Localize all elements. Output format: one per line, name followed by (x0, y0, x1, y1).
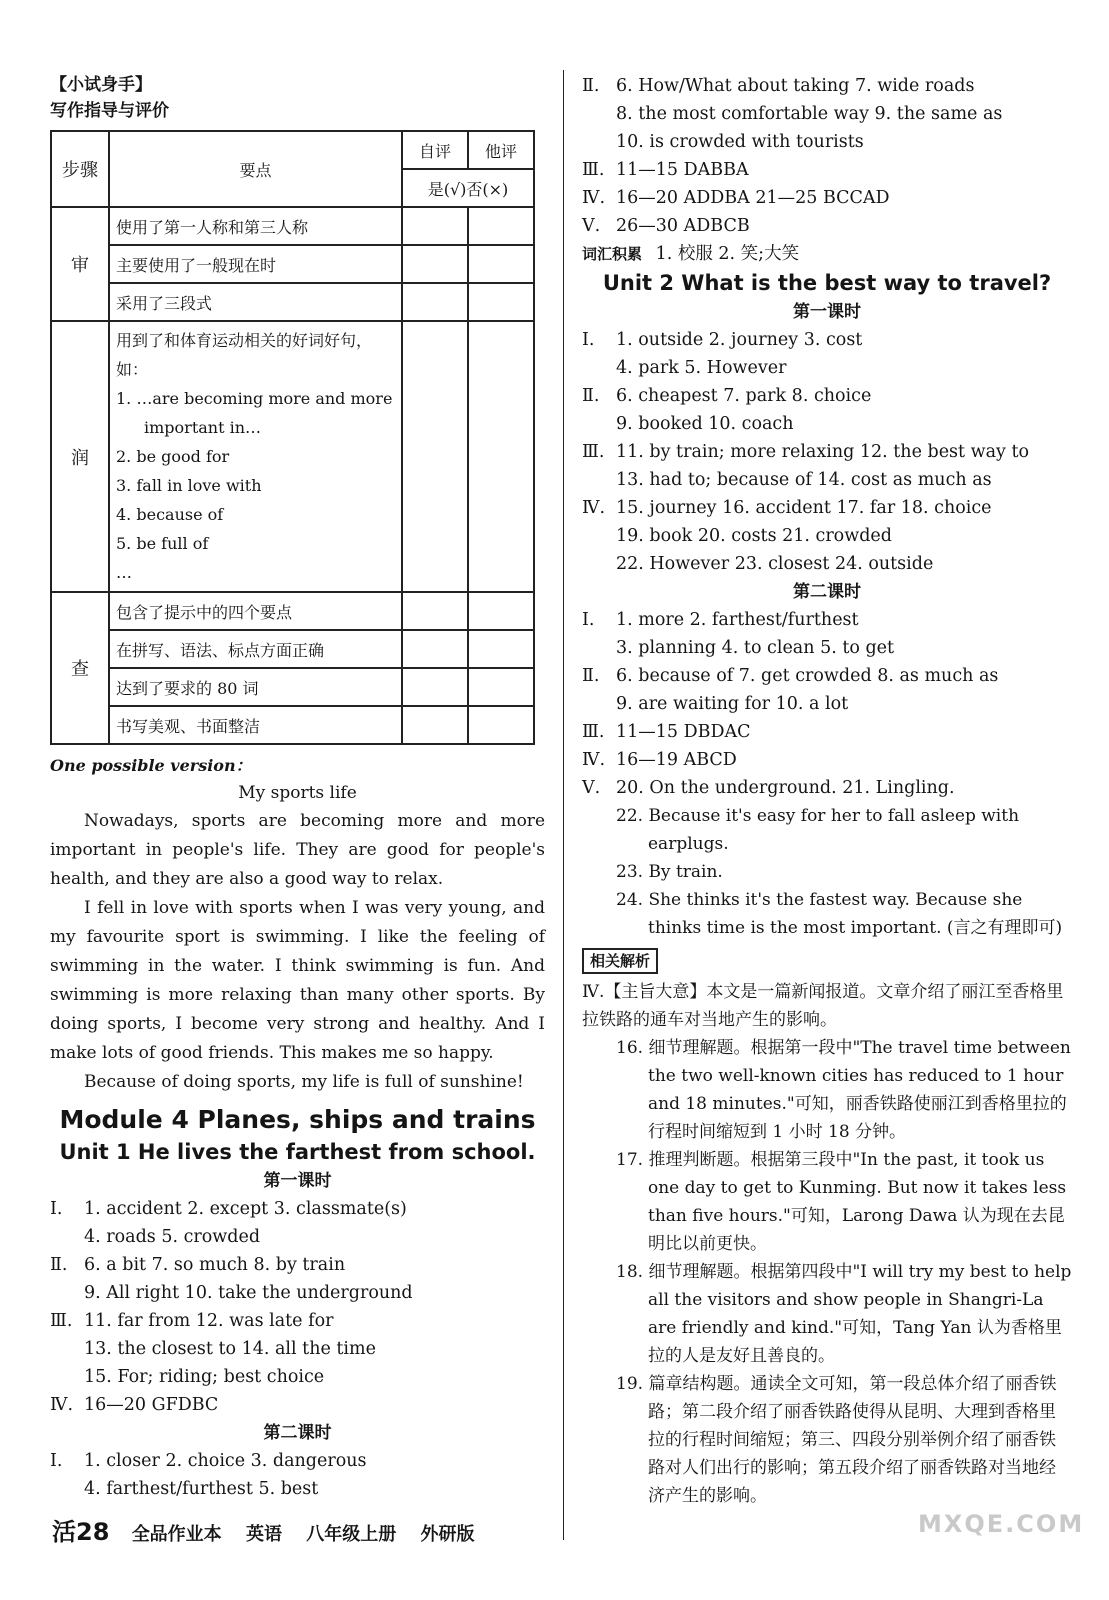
answer-line (582, 466, 1072, 494)
self-eval-cell[interactable] (402, 630, 468, 668)
step-run: 润 (51, 321, 109, 592)
answer-text: 11—15 DABBA (616, 160, 749, 180)
answer-item: 22. Because it's easy for her to fall asleep with earplugs. (616, 806, 1020, 854)
self-eval-cell[interactable] (402, 321, 468, 592)
answer-text: 4. roads 5. crowded (84, 1227, 261, 1247)
yes-no-header: 是(√)否(×) (402, 169, 534, 207)
answer-text: 6. cheapest 7. park 8. choice (616, 386, 872, 406)
answer-line (582, 522, 1072, 550)
vocab-label: 词汇积累 (582, 245, 643, 263)
answer-text: 9. All right 10. take the underground (84, 1283, 413, 1303)
answer-item: 24. She thinks it's the fastest way. Because she thinks time is the most important. (言之有理即可) (616, 890, 1063, 938)
answer-text: 6. because of 7. get crowded 8. as much as (616, 666, 999, 686)
answer-text: 9. are waiting for 10. a lot (616, 694, 849, 714)
answer-line (50, 1363, 545, 1391)
phrase-item: 2. be good for (116, 447, 230, 466)
other-eval-cell[interactable] (468, 668, 534, 706)
watermark-logo: MXQE.COM (918, 1510, 1085, 1538)
answer-line (582, 326, 1072, 354)
answer-text: 16—20 GFDBC (84, 1395, 219, 1415)
answer-line (50, 1447, 545, 1475)
other-eval-cell[interactable] (468, 321, 534, 592)
answer-line (50, 1475, 545, 1503)
other-eval-cell[interactable] (468, 245, 534, 283)
answer-line (582, 634, 1072, 662)
section-numeral: Ⅱ. (50, 1255, 68, 1275)
answer-text: 1. accident 2. except 3. classmate(s) (84, 1199, 407, 1219)
table-cell: 达到了要求的 80 词 (109, 668, 402, 706)
answer-text: 13. the closest to 14. all the time (84, 1339, 376, 1359)
phrase-item: 5. be full of (116, 534, 209, 553)
answer-line (582, 718, 1072, 746)
answer-line (582, 550, 1072, 578)
column-divider (563, 70, 564, 1540)
section-numeral: Ⅰ. (50, 1199, 63, 1219)
section-numeral: Ⅱ. (582, 666, 600, 686)
other-eval-cell[interactable] (468, 283, 534, 321)
analysis-item: 16. 细节理解题。根据第一段中"The travel time between the two well-known cities has reduced to 1 hour and 18 minutes."可知，丽香铁路使丽江到香格里拉的行程时间缩短到 1 小时 18 分钟。 (616, 1038, 1071, 1142)
answer-line (582, 382, 1072, 410)
book-name: 全品作业本 (131, 1524, 222, 1545)
phrase-item: 4. because of (116, 505, 224, 524)
phrase-item: 1. …are becoming more and more (116, 389, 393, 408)
essay-paragraph: Because of doing sports, my life is full of sunshine! (84, 1072, 524, 1092)
page-number: 活28 (52, 1518, 110, 1546)
other-eval-cell[interactable] (468, 592, 534, 630)
section-numeral: Ⅴ. (582, 778, 601, 798)
answer-line (50, 1223, 545, 1251)
answer-line (582, 774, 1072, 802)
section-numeral: Ⅲ. (582, 442, 605, 462)
section-numeral: Ⅳ. (582, 188, 606, 208)
answer-text: 10. is crowded with tourists (616, 132, 864, 152)
section-numeral: Ⅳ. (50, 1395, 74, 1415)
col-other-header: 他评 (468, 131, 534, 169)
answer-text: 11—15 DBDAC (616, 722, 751, 742)
essay-paragraph: Nowadays, sports are becoming more and more important in people's life. They are good for people's health, and they are also a good way to relax. (50, 811, 545, 889)
lesson-heading: 第二课时 (793, 582, 861, 602)
table-cell: 包含了提示中的四个要点 (109, 592, 402, 630)
lesson-heading: 第一课时 (793, 302, 861, 322)
section-numeral: Ⅱ. (582, 386, 600, 406)
self-eval-cell[interactable] (402, 592, 468, 630)
answer-line (50, 1251, 545, 1279)
answer-text: 13. had to; because of 14. cost as much as (616, 470, 992, 490)
answer-text: 8. the most comfortable way 9. the same as (616, 104, 1003, 124)
phrase-item: important in… (144, 418, 262, 437)
essay-paragraph: I fell in love with sports when I was very young, and my favourite sport is swimming. I like the feeling of swimming in the water. I think swimming is fun. And swimming is more relaxing than many other sports. By doing sports, I become very strong and healthy. And I make lots of good friends. This makes me so happy. (50, 898, 545, 1063)
answer-line (50, 1335, 545, 1363)
section-numeral: Ⅲ. (50, 1311, 73, 1331)
answer-text: 26—30 ADBCB (616, 216, 750, 236)
analysis-item: 17. 推理判断题。根据第三段中"In the past, it took us one day to get to Kunming. But now it takes less than five hours."可知，Larong Dawa 认为现在去昆明比以前更快。 (616, 1150, 1067, 1254)
grade: 八年级上册 (306, 1524, 397, 1545)
step-shen: 审 (51, 207, 109, 321)
answer-line (582, 212, 1072, 240)
answer-text: 9. booked 10. coach (616, 414, 794, 434)
table-cell: 使用了第一人称和第三人称 (109, 207, 402, 245)
col-step-header: 步骤 (51, 131, 109, 207)
step-cha: 查 (51, 592, 109, 744)
section-numeral: Ⅴ. (582, 216, 601, 236)
section-heading: 【小试身手】 (50, 75, 152, 95)
right-column (582, 72, 1072, 1510)
section-numeral: Ⅱ. (582, 76, 600, 96)
other-eval-cell[interactable] (468, 706, 534, 744)
analysis-item: 19. 篇章结构题。通读全文可知，第一段总体介绍了丽香铁路；第二段介绍了丽香铁路使得从昆明、大理到香格里拉的行程时间缩短；第三、四段分别举例介绍了丽香铁路对人们出行的影响；第五段介绍了丽香铁路对当地经济产生的影响。 (616, 1374, 1057, 1506)
guide-heading: 写作指导与评价 (50, 101, 169, 121)
answer-list (50, 1447, 545, 1503)
answer-text: 11. far from 12. was late for (84, 1311, 334, 1331)
answer-text: 1. more 2. farthest/furthest (616, 610, 859, 630)
answer-line (582, 72, 1072, 100)
self-eval-cell[interactable] (402, 668, 468, 706)
lesson-heading: 第一课时 (263, 1171, 332, 1191)
answer-text: 6. a bit 7. so much 8. by train (84, 1255, 346, 1275)
answer-line (582, 662, 1072, 690)
essay-label: One possible version： (50, 756, 252, 775)
essay-title: My sports life (238, 783, 357, 803)
analysis-item: 18. 细节理解题。根据第四段中"I will try my best to help all the visitors and show people in Shangri-La are friendly and kind."可知，Tang Yan 认为香格里拉的人是友好且善良的。 (616, 1262, 1072, 1366)
answer-list (582, 606, 1072, 802)
table-cell (109, 321, 402, 592)
module-title: Module 4 Planes, ships and trains (59, 1105, 536, 1134)
section-numeral: Ⅲ. (582, 160, 605, 180)
answer-text: 1. outside 2. journey 3. cost (616, 330, 863, 350)
vocab-line (582, 240, 1072, 268)
answer-text: 22. However 23. closest 24. outside (616, 554, 934, 574)
answer-text: 16—19 ABCD (616, 750, 737, 770)
section-numeral: Ⅳ. (582, 498, 606, 518)
section-numeral: Ⅰ. (50, 1451, 63, 1471)
lesson-heading: 第二课时 (263, 1423, 332, 1443)
answer-text: 11. by train; more relaxing 12. the best way to (616, 442, 1030, 462)
answer-item: 23. By train. (616, 862, 723, 882)
answer-line (582, 184, 1072, 212)
answer-line (50, 1279, 545, 1307)
self-eval-cell[interactable] (402, 207, 468, 245)
answer-text: 6. How/What about taking 7. wide roads (616, 76, 975, 96)
answer-text: 16—20 ADDBA 21—25 BCCAD (616, 188, 890, 208)
other-eval-cell[interactable] (468, 630, 534, 668)
answer-line (582, 156, 1072, 184)
answer-text: 19. book 20. costs 21. crowded (616, 526, 892, 546)
phrase-item: … (116, 563, 132, 582)
answer-line (50, 1195, 545, 1223)
table-cell: 采用了三段式 (109, 283, 402, 321)
essay-body (50, 807, 545, 1097)
unit1-title: Unit 1 He lives the farthest from school. (59, 1140, 536, 1164)
left-column (50, 72, 545, 1503)
answer-line (582, 606, 1072, 634)
col-self-header: 自评 (402, 131, 468, 169)
self-eval-cell[interactable] (402, 283, 468, 321)
answer-line (582, 690, 1072, 718)
answer-list (582, 72, 1072, 240)
answer-line (50, 1391, 545, 1419)
answer-line (582, 438, 1072, 466)
section-numeral: Ⅰ. (582, 330, 595, 350)
col-points-header: 要点 (109, 131, 402, 207)
self-eval-cell[interactable] (402, 245, 468, 283)
answer-line (582, 354, 1072, 382)
subject: 英语 (245, 1524, 282, 1545)
run-intro: 用到了和体育运动相关的好词好句，如： (116, 331, 373, 379)
answer-text: 4. farthest/furthest 5. best (84, 1479, 319, 1499)
vocab-text: 1. 校服 2. 笑;大笑 (655, 244, 800, 264)
section-numeral: Ⅰ. (582, 610, 595, 630)
answer-text: 1. closer 2. choice 3. dangerous (84, 1451, 367, 1471)
answer-line (582, 494, 1072, 522)
unit2-title: Unit 2 What is the best way to travel? (602, 271, 1052, 295)
analysis-tag: 相关解析 (582, 948, 658, 974)
phrase-item: 3. fall in love with (116, 476, 262, 495)
answer-line (582, 746, 1072, 774)
answer-text: 15. journey 16. accident 17. far 18. choice (616, 498, 992, 518)
table-cell: 在拼写、语法、标点方面正确 (109, 630, 402, 668)
answer-line (582, 410, 1072, 438)
section-numeral: Ⅲ. (582, 722, 605, 742)
other-eval-cell[interactable] (468, 207, 534, 245)
page-footer (52, 1512, 493, 1547)
table-cell: 主要使用了一般现在时 (109, 245, 402, 283)
answer-line (50, 1307, 545, 1335)
section-numeral: Ⅳ. (582, 750, 606, 770)
answer-list (582, 326, 1072, 578)
answer-text: 20. On the underground. 21. Lingling. (616, 778, 955, 798)
self-eval-cell[interactable] (402, 706, 468, 744)
answer-line (582, 100, 1072, 128)
answer-text: 15. For; riding; best choice (84, 1367, 325, 1387)
answer-line (582, 128, 1072, 156)
answer-text: 4. park 5. However (616, 358, 787, 378)
table-cell: 书写美观、书面整洁 (109, 706, 402, 744)
evaluation-table (50, 130, 535, 745)
answer-list (50, 1195, 545, 1419)
answer-text: 3. planning 4. to clean 5. to get (616, 638, 895, 658)
edition: 外研版 (420, 1524, 475, 1545)
analysis-main: Ⅳ.【主旨大意】本文是一篇新闻报道。文章介绍了丽江至香格里拉铁路的通车对当地产生的影响。 (582, 982, 1064, 1030)
